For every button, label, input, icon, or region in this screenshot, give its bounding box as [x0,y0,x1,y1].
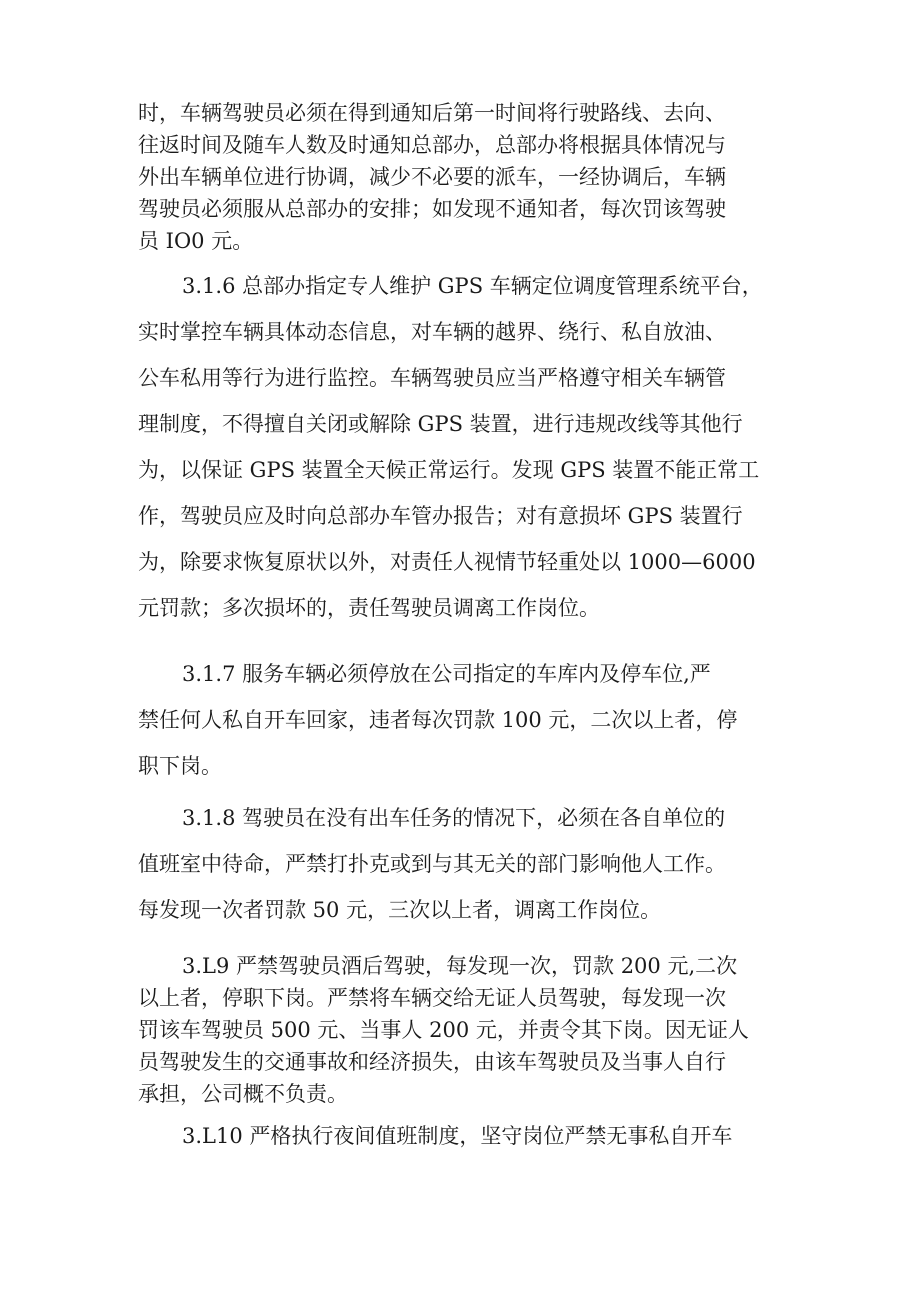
text-line: 3.1.8 驾驶员在没有出车任务的情况下，必须在各自单位的 [182,806,726,830]
text-line: 3.L9 严禁驾驶员酒后驾驶，每发现一次，罚款 200 元,二次 [182,954,738,978]
text-line: 作，驾驶员应及时向总部办车管办报告；对有意损坏 GPS 装置行 [138,504,743,528]
text-line: 罚该车驾驶员 500 元、当事人 200 元，并责令其下岗。因无证人 [138,1018,749,1042]
text-line: 外出车辆单位进行协调，减少不必要的派车，一经协调后，车辆 [138,165,726,189]
text-line: 职下岗。 [138,754,222,778]
text-line: 员 IO0 元。 [138,229,254,253]
text-line: 每发现一次者罚款 50 元，三次以上者，调离工作岗位。 [138,898,662,922]
text-line: 元罚款；多次损坏的，责任驾驶员调离工作岗位。 [138,596,600,620]
text-line: 为，除要求恢复原状以外，对责任人视情节轻重处以 1000—6000 [138,550,756,574]
text-line: 员驾驶发生的交通事故和经济损失，由该车驾驶员及当事人自行 [138,1050,726,1074]
text-line: 实时掌控车辆具体动态信息，对车辆的越界、绕行、私自放油、 [138,320,726,344]
text-line: 3.1.6 总部办指定专人维护 GPS 车辆定位调度管理系统平台， [182,274,763,298]
text-line: 值班室中待命，严禁打扑克或到与其无关的部门影响他人工作。 [138,852,726,876]
text-line: 为，以保证 GPS 装置全天候正常运行。发现 GPS 装置不能正常工 [138,458,760,482]
text-line: 以上者，停职下岗。严禁将车辆交给无证人员驾驶，每发现一次 [138,986,726,1010]
text-line: 3.1.7 服务车辆必须停放在公司指定的车库内及停车位,严 [182,662,711,686]
text-line: 3.L10 严格执行夜间值班制度，坚守岗位严禁无事私自开车 [182,1124,733,1148]
text-line: 驾驶员必须服从总部办的安排；如发现不通知者，每次罚该驾驶 [138,197,726,221]
text-line: 禁任何人私自开车回家，违者每次罚款 100 元，二次以上者，停 [138,708,738,732]
text-line: 时，车辆驾驶员必须在得到通知后第一时间将行驶路线、去向、 [138,101,726,125]
text-line: 往返时间及随车人数及时通知总部办，总部办将根据具体情况与 [138,133,726,157]
text-line: 承担，公司概不负责。 [138,1082,348,1106]
text-line: 公车私用等行为进行监控。车辆驾驶员应当严格遵守相关车辆管 [138,366,726,390]
text-line: 理制度，不得擅自关闭或解除 GPS 装置，进行违规改线等其他行 [138,412,743,436]
